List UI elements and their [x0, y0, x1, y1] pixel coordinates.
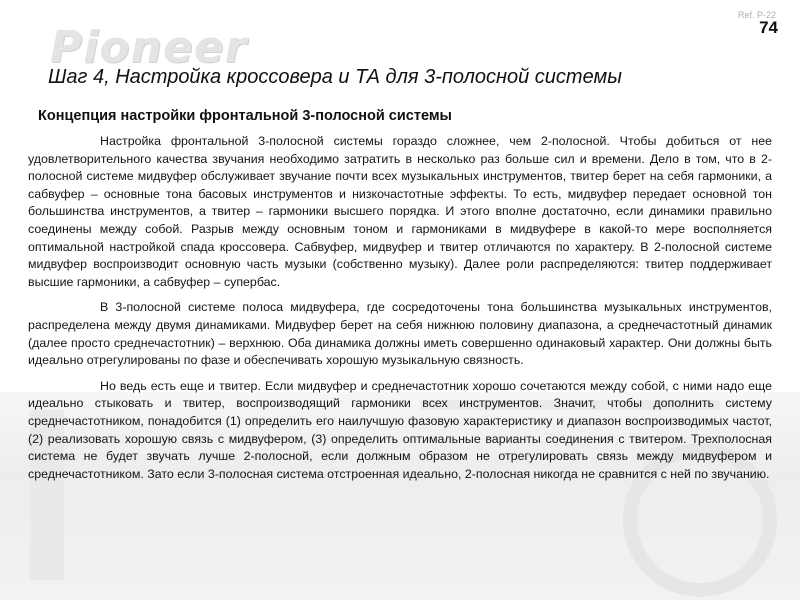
reference-label: Ref. P-22 [737, 10, 776, 20]
section-subtitle: Концепция настройки фронтальной 3-полосной системы [38, 108, 452, 124]
body-text [28, 133, 772, 491]
paragraph: В 3-полосной системе полоса мидвуфера, где сосредоточены тона большинства музыкальных инструментов, распределена между двумя динамиками. Мидвуфер берет на себя нижнюю половину диапазона, а среднечастотный динамик (далее просто среднечастотник) – верхнюю. Оба динамика должны иметь совершенно одинаковый характер. Они должны быть идеально отрегулированы по фазе и обеспечивать хорошую музыкальную связность. [28, 300, 772, 368]
paragraph: Но ведь есть еще и твитер. Если мидвуфер и среднечастотник хорошо сочетаются между собой, с ними надо еще идеально стыковать и твитер, воспроизводящий гармоники всех инструментов. Значит, чтобы дополнить систему среднечастотником, понадобится (1) определить его наилучшую фазовую характеристику и диапазон воспроизводимых частот, (2) реализовать хорошую связь с мидвуфером, (3) определить оптимальные варианты соединения с твитером. Трехполосная система не будет звучать лучше 2-полосной, если должным образом не отрегулировать связь между мидвуфером и среднечастотником. Зато если 3-полосная система отстроенная идеально, 2-полосная никогда не сравнится с ней по звучанию. [28, 378, 772, 481]
page-number: 74 [759, 18, 778, 37]
pioneer-logo: Pioneer [50, 22, 248, 73]
paragraph: Настройка фронтальной 3-полосной системы гораздо сложнее, чем 2-полосной. Чтобы добиться от нее удовлетворительного качества звучания необходимо затратить в несколько раз больше сил и времени. Дело в том, что в 2-полосной системе мидвуфер обслуживает звучание почти всех музыкальных инструментов, твитер берет на себя гармоники, а сабвуфер – основные тона басовых инструментов и низкочастотные эффекты. То есть, мидвуфер передает основной тон большинства инструментов, а твитер – гармоники высшего порядка. И этого вполне достаточно, если динамики правильно соединены между собой. Разрыв между основным тоном и гармониками в мидвуфере в какой-то мере восполняется оптимальной настройкой спада кроссовера. Сабвуфер, мидвуфер и твитер отличаются по характеру. В 2-полосной системе мидвуфер воспроизводит основную часть музыки (собственно музыку). Далее роли распределяются: твитер поддерживает высшие гармоники, а сабвуфер – супербас. [28, 134, 772, 289]
page-title: Шаг 4, Настройка кроссовера и ТА для 3-полосной системы [48, 66, 622, 88]
